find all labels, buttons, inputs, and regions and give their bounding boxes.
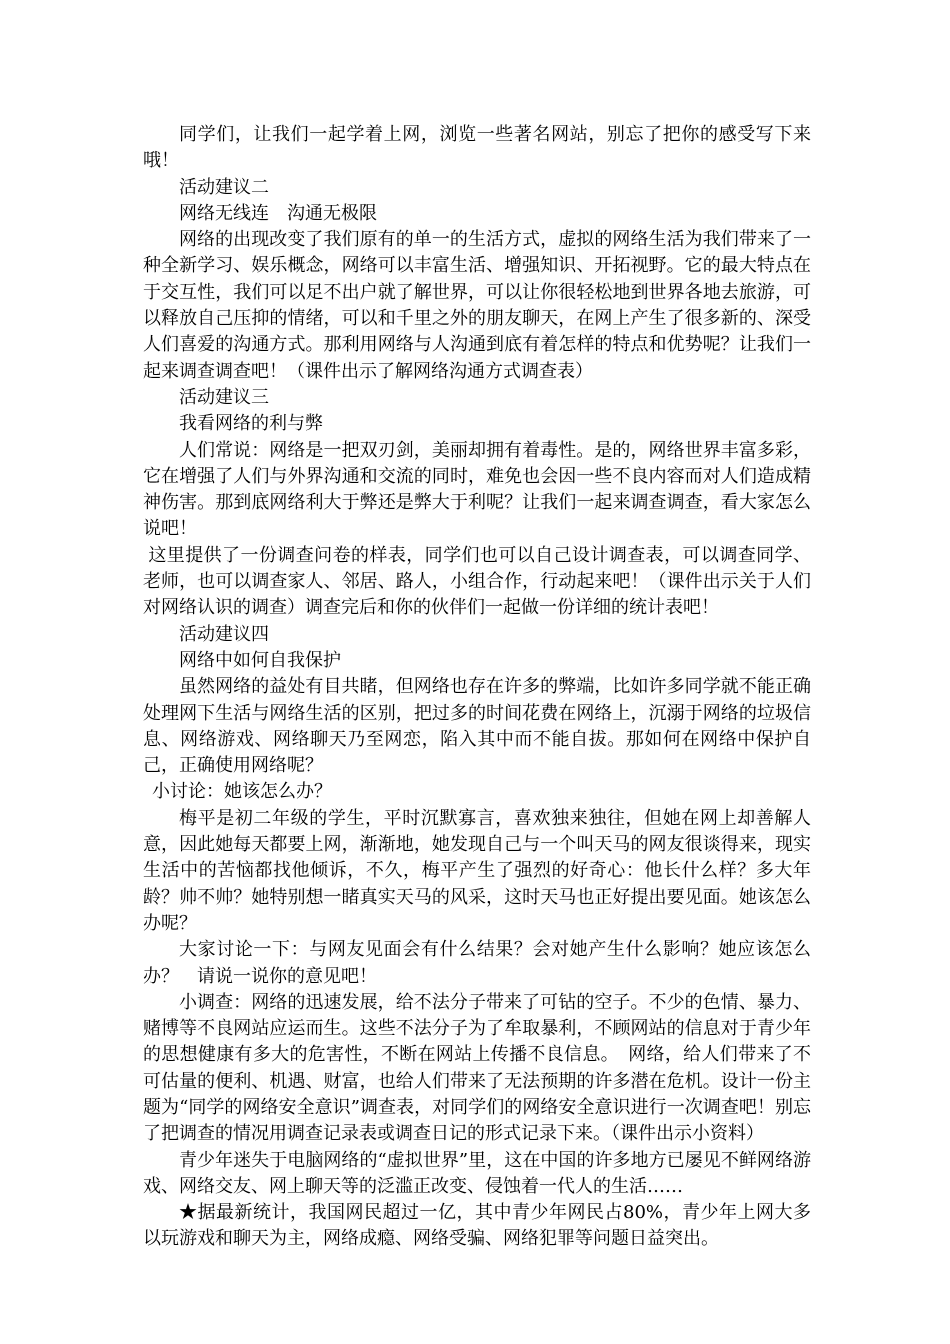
paragraph-small-discussion: 小讨论：她该怎么办？ [152, 781, 332, 803]
paragraph-meiping-story: 梅平是初二年级的学生，平时沉默寡言，喜欢独来独往，但她在网上却善解人意，因此她每天都要上网，渐渐地，她发现自己与一个叫天马的网友很谈得来，现实生活中的苦恼都找他倾诉，不久，梅平产生了强烈的好奇心：他长什么样？多大年龄？帅不帅？她特别想一睹真实天马的风采，这时天马也正好提出要见面。她该怎么办呢？ [143, 807, 811, 934]
subheading-activity-3: 我看网络的利与弊 [179, 413, 323, 435]
paragraph-network-communication: 网络的出现改变了我们原有的单一的生活方式，虚拟的网络生活为我们带来了一种全新学习、娱乐概念，网络可以丰富生活、增强知识、开拓视野。它的最大特点在于交互性，我们可以足不出户就了解世界，可以让你很轻松地到世界各地去旅游，可以释放自己压抑的情绪，可以和千里之外的朋友聊天，在网上产生了很多新的、深受人们喜爱的沟通方式。那利用网络与人沟通到底有着怎样的特点和优势呢？让我们一起来调查调查吧！（课件出示了解网络沟通方式调查表） [143, 229, 811, 382]
subheading-activity-4: 网络中如何自我保护 [179, 649, 341, 671]
paragraph-double-edged-sword: 人们常说：网络是一把双刃剑，美丽却拥有着毒性。是的，网络世界丰富多彩，它在增强了人们与外界沟通和交流的同时，难免也会因一些不良内容而对人们造成精神伤害。那到底网络利大于弊还是弊大于利呢？让我们一起来调查调查，看大家怎么说吧！ [143, 439, 811, 540]
paragraph-statistics: ★据最新统计，我国网民超过一亿，其中青少年网民占80%，青少年上网大多以玩游戏和聊天为主，网络成瘾、网络受骗、网络犯罪等问题日益突出。 [143, 1202, 811, 1250]
subheading-activity-2: 网络无线连 沟通无极限 [179, 202, 377, 224]
heading-activity-2: 活动建议二 [179, 176, 269, 198]
paragraph-self-protection: 虽然网络的益处有目共睹，但网络也存在许多的弊端，比如许多同学就不能正确处理网下生活与网络生活的区别，把过多的时间花费在网络上，沉溺于网络的垃圾信息、网络游戏、网络聊天乃至网恋，陷入其中而不能自拔。那如何在网络中保护自己，正确使用网络呢？ [143, 676, 811, 777]
paragraph-virtual-world: 青少年迷失于电脑网络的“虚拟世界”里，这在中国的许多地方已屡见不鲜网络游戏、网络交友、网上聊天等的泛滥正改变、侵蚀着一代人的生活…… [143, 1149, 811, 1197]
document-body [143, 122, 811, 1253]
heading-activity-3: 活动建议三 [179, 386, 269, 408]
paragraph-intro: 同学们，让我们一起学着上网，浏览一些著名网站，别忘了把你的感受写下来哦！ [143, 124, 811, 172]
paragraph-small-survey: 小调查：网络的迅速发展，给不法分子带来了可钻的空子。不少的色情、暴力、赌博等不良网站应运而生。这些不法分子为了牟取暴利，不顾网站的信息对于青少年的思想健康有多大的危害性，不断在网站上传播不良信息。 网络，给人们带来了不可估量的便利、机遇、财富，也给人们带来了无法预期的许多潜在危机。设计一份主题为“同学的网络安全意识”调查表，对同学们的网络安全意识进行一次调查吧！别忘了把调查的情况用调查记录表或调查日记的形式记录下来。（课件出示小资料） [143, 991, 811, 1145]
paragraph-group-discussion: 大家讨论一下：与网友见面会有什么结果？会对她产生什么影响？她应该怎么办？ 请说一说你的意见吧！ [143, 939, 811, 987]
paragraph-survey-sample: 这里提供了一份调查问卷的样表，同学们也可以自己设计调查表，可以调查同学、老师，也可以调查家人、邻居、路人，小组合作，行动起来吧！（课件出示关于人们对网络认识的调查）调查完后和你的伙伴们一起做一份详细的统计表吧！ [143, 544, 811, 619]
heading-activity-4: 活动建议四 [179, 623, 269, 645]
